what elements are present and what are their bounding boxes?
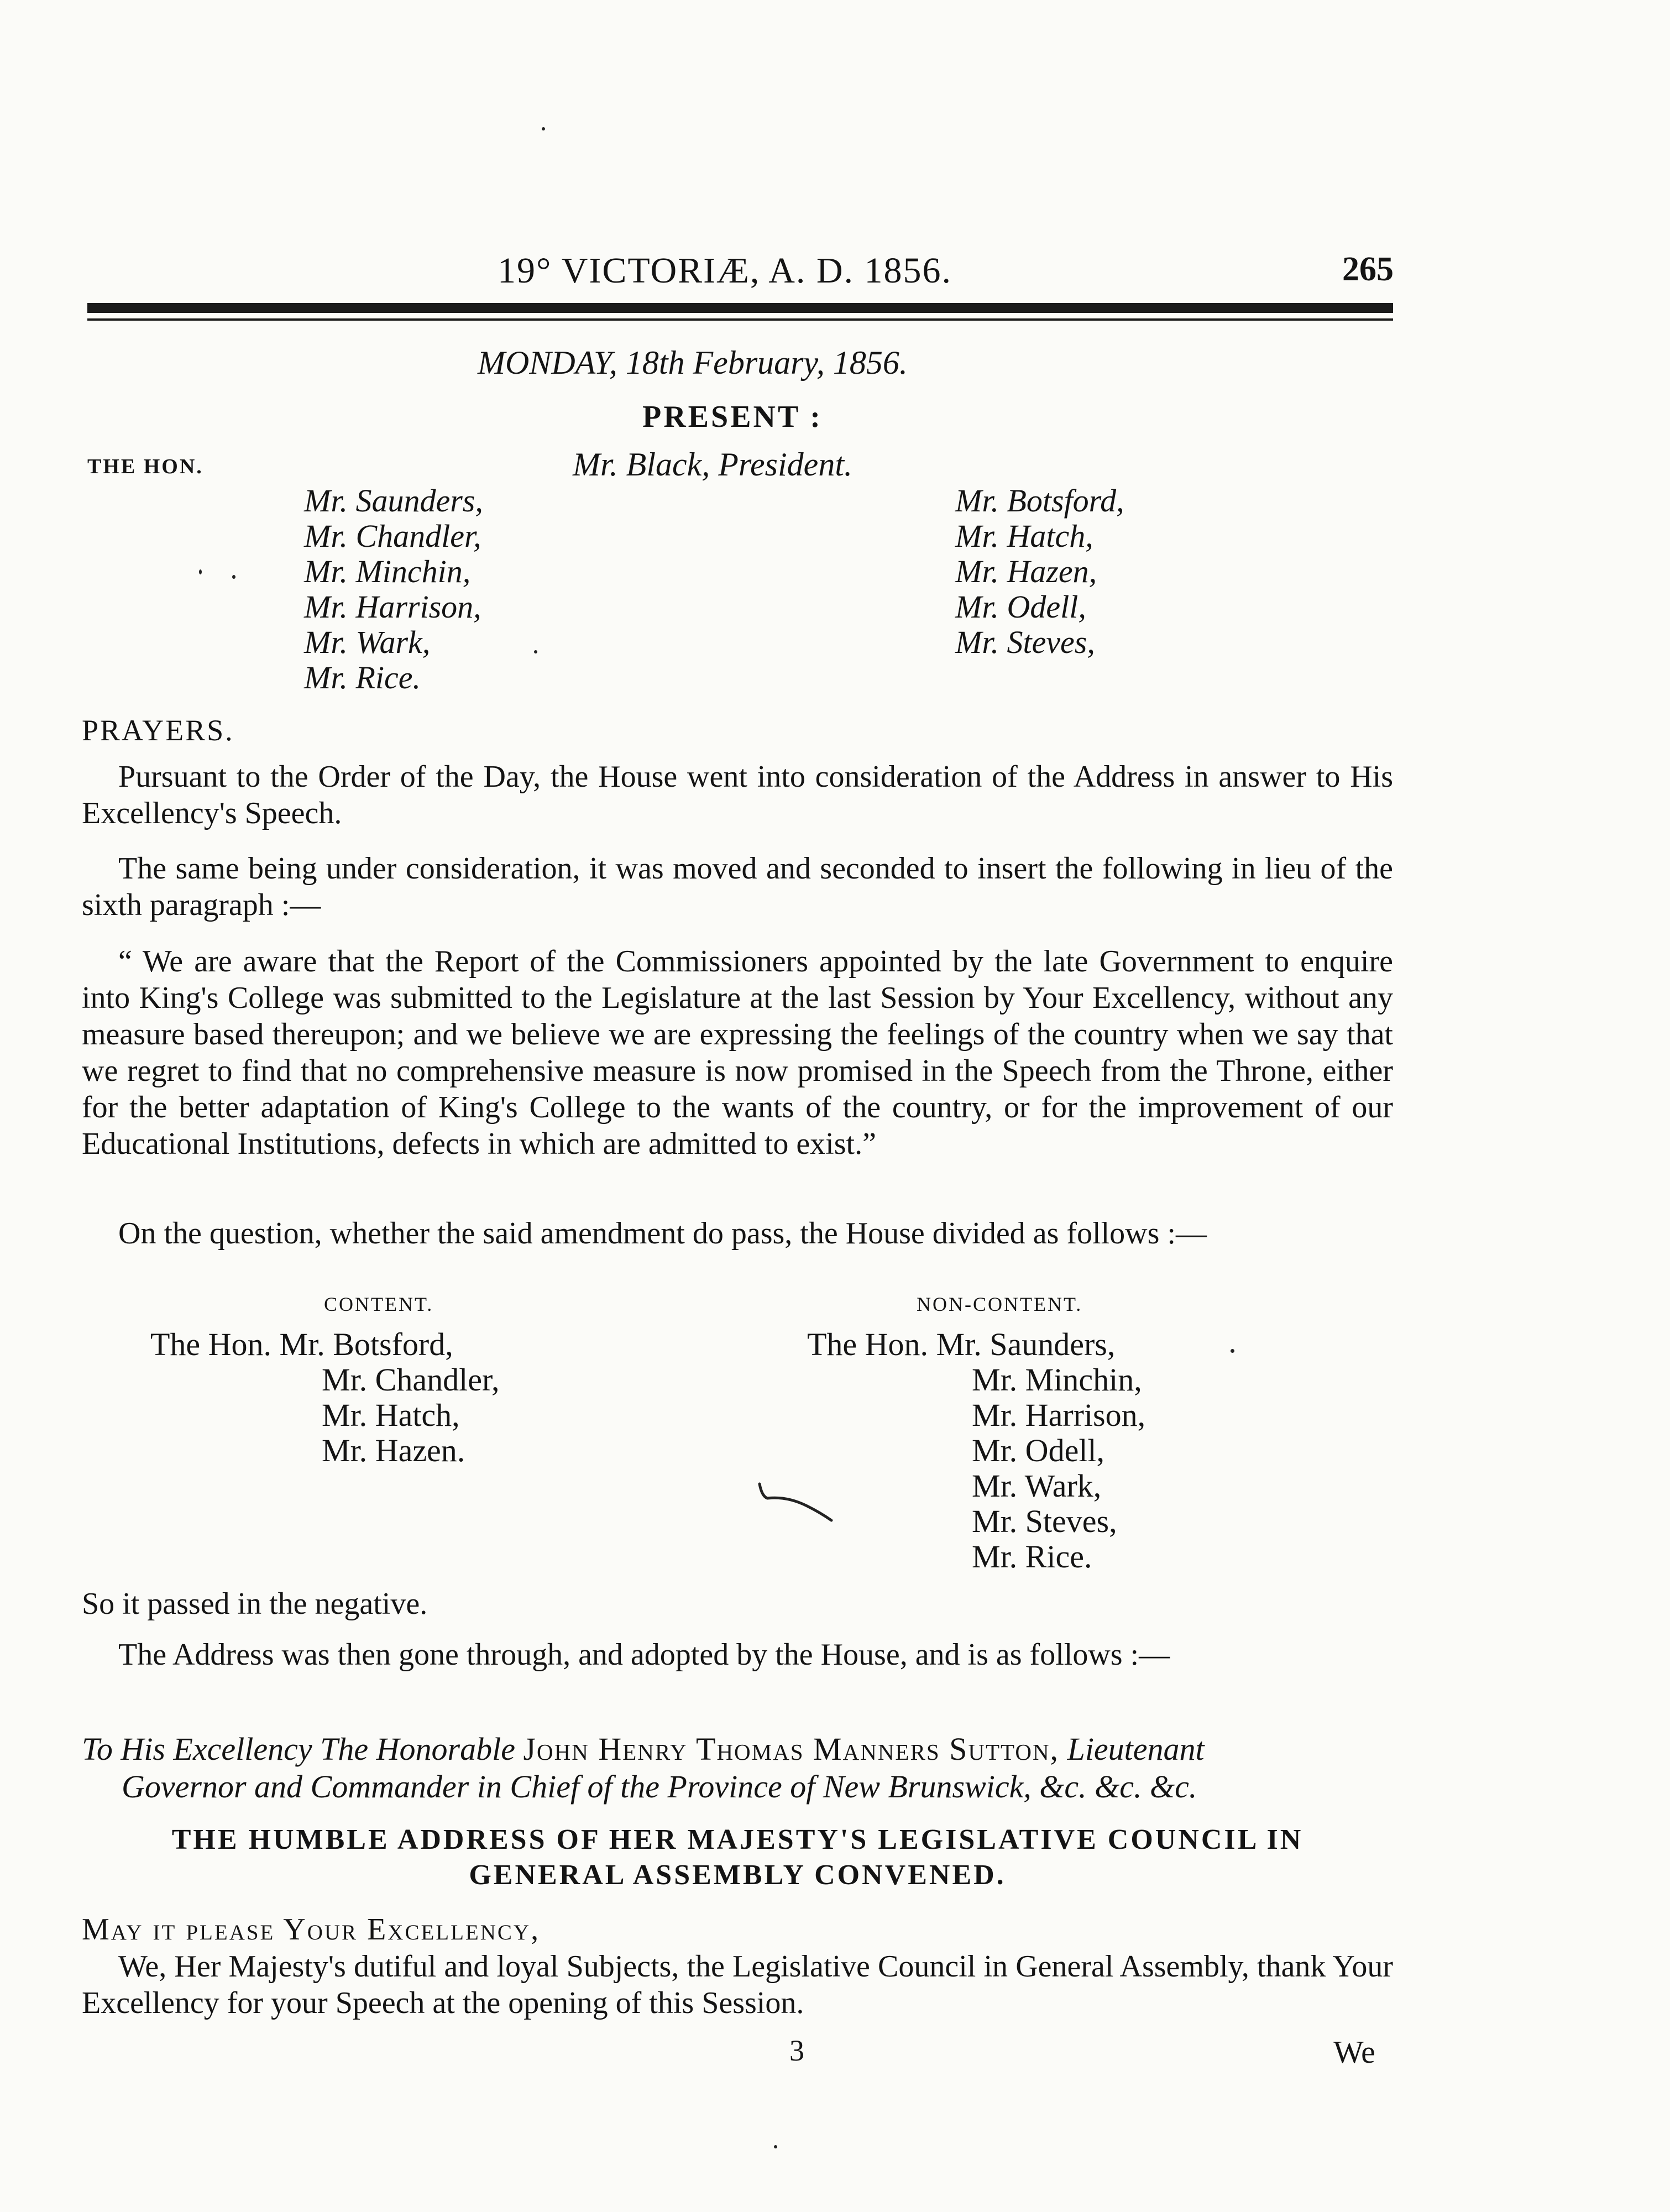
paragraph-text: On the question, whether the said amendment do pass, the House divided as follows :—: [118, 1216, 1207, 1251]
speck: [534, 650, 537, 653]
vote-entry: Mr. Rice.: [972, 1539, 1092, 1575]
paragraph-text: We, Her Majesty's dutiful and loyal Subjects, the Legislative Council in General Assembly, thank Your Excellency for your Speech at the opening of this Session.: [82, 1949, 1393, 2020]
paragraph-result: [82, 1586, 1393, 1622]
catchword: We: [1333, 2034, 1375, 2070]
paragraph-order-of-day: [82, 759, 1393, 832]
address-heading-line: GENERAL ASSEMBLY CONVENED.: [469, 1859, 1006, 1891]
signature-mark: 3: [789, 2034, 804, 2067]
address-recipient: [82, 1730, 1393, 1806]
member-name: Mr. Saunders,: [304, 483, 483, 519]
vote-entry: Mr. Odell,: [972, 1432, 1105, 1468]
vote-entry: Mr. Wark,: [972, 1468, 1102, 1504]
header-rule-thin: [87, 318, 1393, 321]
paragraph-text: The same being under consideration, it was moved and seconded to insert the following in lieu of the sixth paragraph :—: [82, 851, 1393, 922]
paragraph-address-adopted: [82, 1636, 1393, 1673]
member-name: Mr. Odell,: [955, 589, 1086, 625]
content-vote-list: [150, 1327, 499, 1468]
paragraph-text: The Address was then gone through, and adopted by the House, and is as follows :—: [118, 1638, 1170, 1672]
speck: [774, 2145, 777, 2148]
speck: [542, 127, 545, 130]
address-heading-line: THE HUMBLE ADDRESS OF HER MAJESTY'S LEGISLATIVE COUNCIL IN: [171, 1824, 1303, 1855]
member-name: Mr. Rice.: [304, 660, 421, 696]
paragraph-question: [82, 1215, 1393, 1252]
vote-entry: The Hon. Mr. Botsford,: [150, 1326, 453, 1362]
governor-title: Lieutenant: [1067, 1731, 1205, 1767]
member-name: Mr. Harrison,: [304, 589, 481, 625]
paragraph-text: “ We are aware that the Report of the Commissioners appointed by the late Government to enquire into King's College was submitted to the Legislature at the last Session by Your Excellency, without any measure based thereupon; and we believe we are expressing the feelings of the country when we say that we regret to find that no comprehensive measure is now promised in the Speech from the Throne, either for the better adaptation of King's College to the wants of the country, or for the improvement of our Educational Institutions, defects in which are admitted to exist.”: [82, 944, 1393, 1161]
header-rule: [87, 303, 1393, 313]
speck: [232, 575, 235, 579]
speck: [199, 569, 202, 574]
paragraph-text: Pursuant to the Order of the Day, the House went into consideration of the Address in answer to His Excellency's Speech.: [82, 760, 1393, 830]
member-name: Mr. Wark,: [304, 624, 431, 660]
vote-entry: Mr. Steves,: [972, 1503, 1117, 1539]
president-line: Mr. Black, President.: [573, 446, 852, 483]
paragraph-thanks: [82, 1948, 1393, 2021]
noncontent-vote-list: [807, 1327, 1145, 1575]
vote-entry: Mr. Minchin,: [972, 1362, 1142, 1398]
speck: [1231, 1349, 1234, 1353]
vote-entry: Mr. Chandler,: [322, 1362, 500, 1398]
paragraph-amendment: [82, 943, 1393, 1162]
member-name: Mr. Hatch,: [955, 518, 1093, 554]
page-number: 265: [1342, 250, 1394, 288]
running-title: 19° VICTORIÆ, A. D. 1856.: [498, 250, 952, 291]
vote-entry: Mr. Hazen.: [322, 1432, 465, 1468]
present-heading: PRESENT :: [642, 400, 823, 434]
salutation: May it please Your Excellency,: [82, 1912, 541, 1947]
members-left-column: [304, 483, 483, 696]
governor-title-continued: Governor and Commander in Chief of the Province of New Brunswick, &c. &c. &c.: [122, 1769, 1197, 1805]
address-heading: [82, 1822, 1393, 1893]
sitting-date: MONDAY, 18th February, 1856.: [478, 344, 908, 381]
hon-label: THE HON.: [87, 455, 203, 478]
address-prefix: To His Excellency The Honorable: [82, 1731, 515, 1767]
members-right-column: [955, 483, 1124, 660]
paragraph-motion: [82, 850, 1393, 923]
member-name: Mr. Chandler,: [304, 518, 481, 554]
member-name: Mr. Minchin,: [304, 553, 471, 589]
content-heading: CONTENT.: [324, 1293, 434, 1315]
noncontent-heading: NON-CONTENT.: [917, 1293, 1083, 1315]
prayers-heading: PRAYERS.: [82, 714, 234, 747]
vote-entry: The Hon. Mr. Saunders,: [807, 1326, 1116, 1362]
member-name: Mr. Hazen,: [955, 553, 1097, 589]
member-name: Mr. Steves,: [955, 624, 1095, 660]
vote-entry: Mr. Harrison,: [972, 1397, 1146, 1433]
governor-name: John Henry Thomas Manners Sutton,: [523, 1731, 1060, 1767]
paragraph-text: So it passed in the negative.: [82, 1587, 428, 1621]
vote-entry: Mr. Hatch,: [322, 1397, 460, 1433]
member-name: Mr. Botsford,: [955, 483, 1124, 519]
pen-stroke-mark: [754, 1479, 837, 1524]
